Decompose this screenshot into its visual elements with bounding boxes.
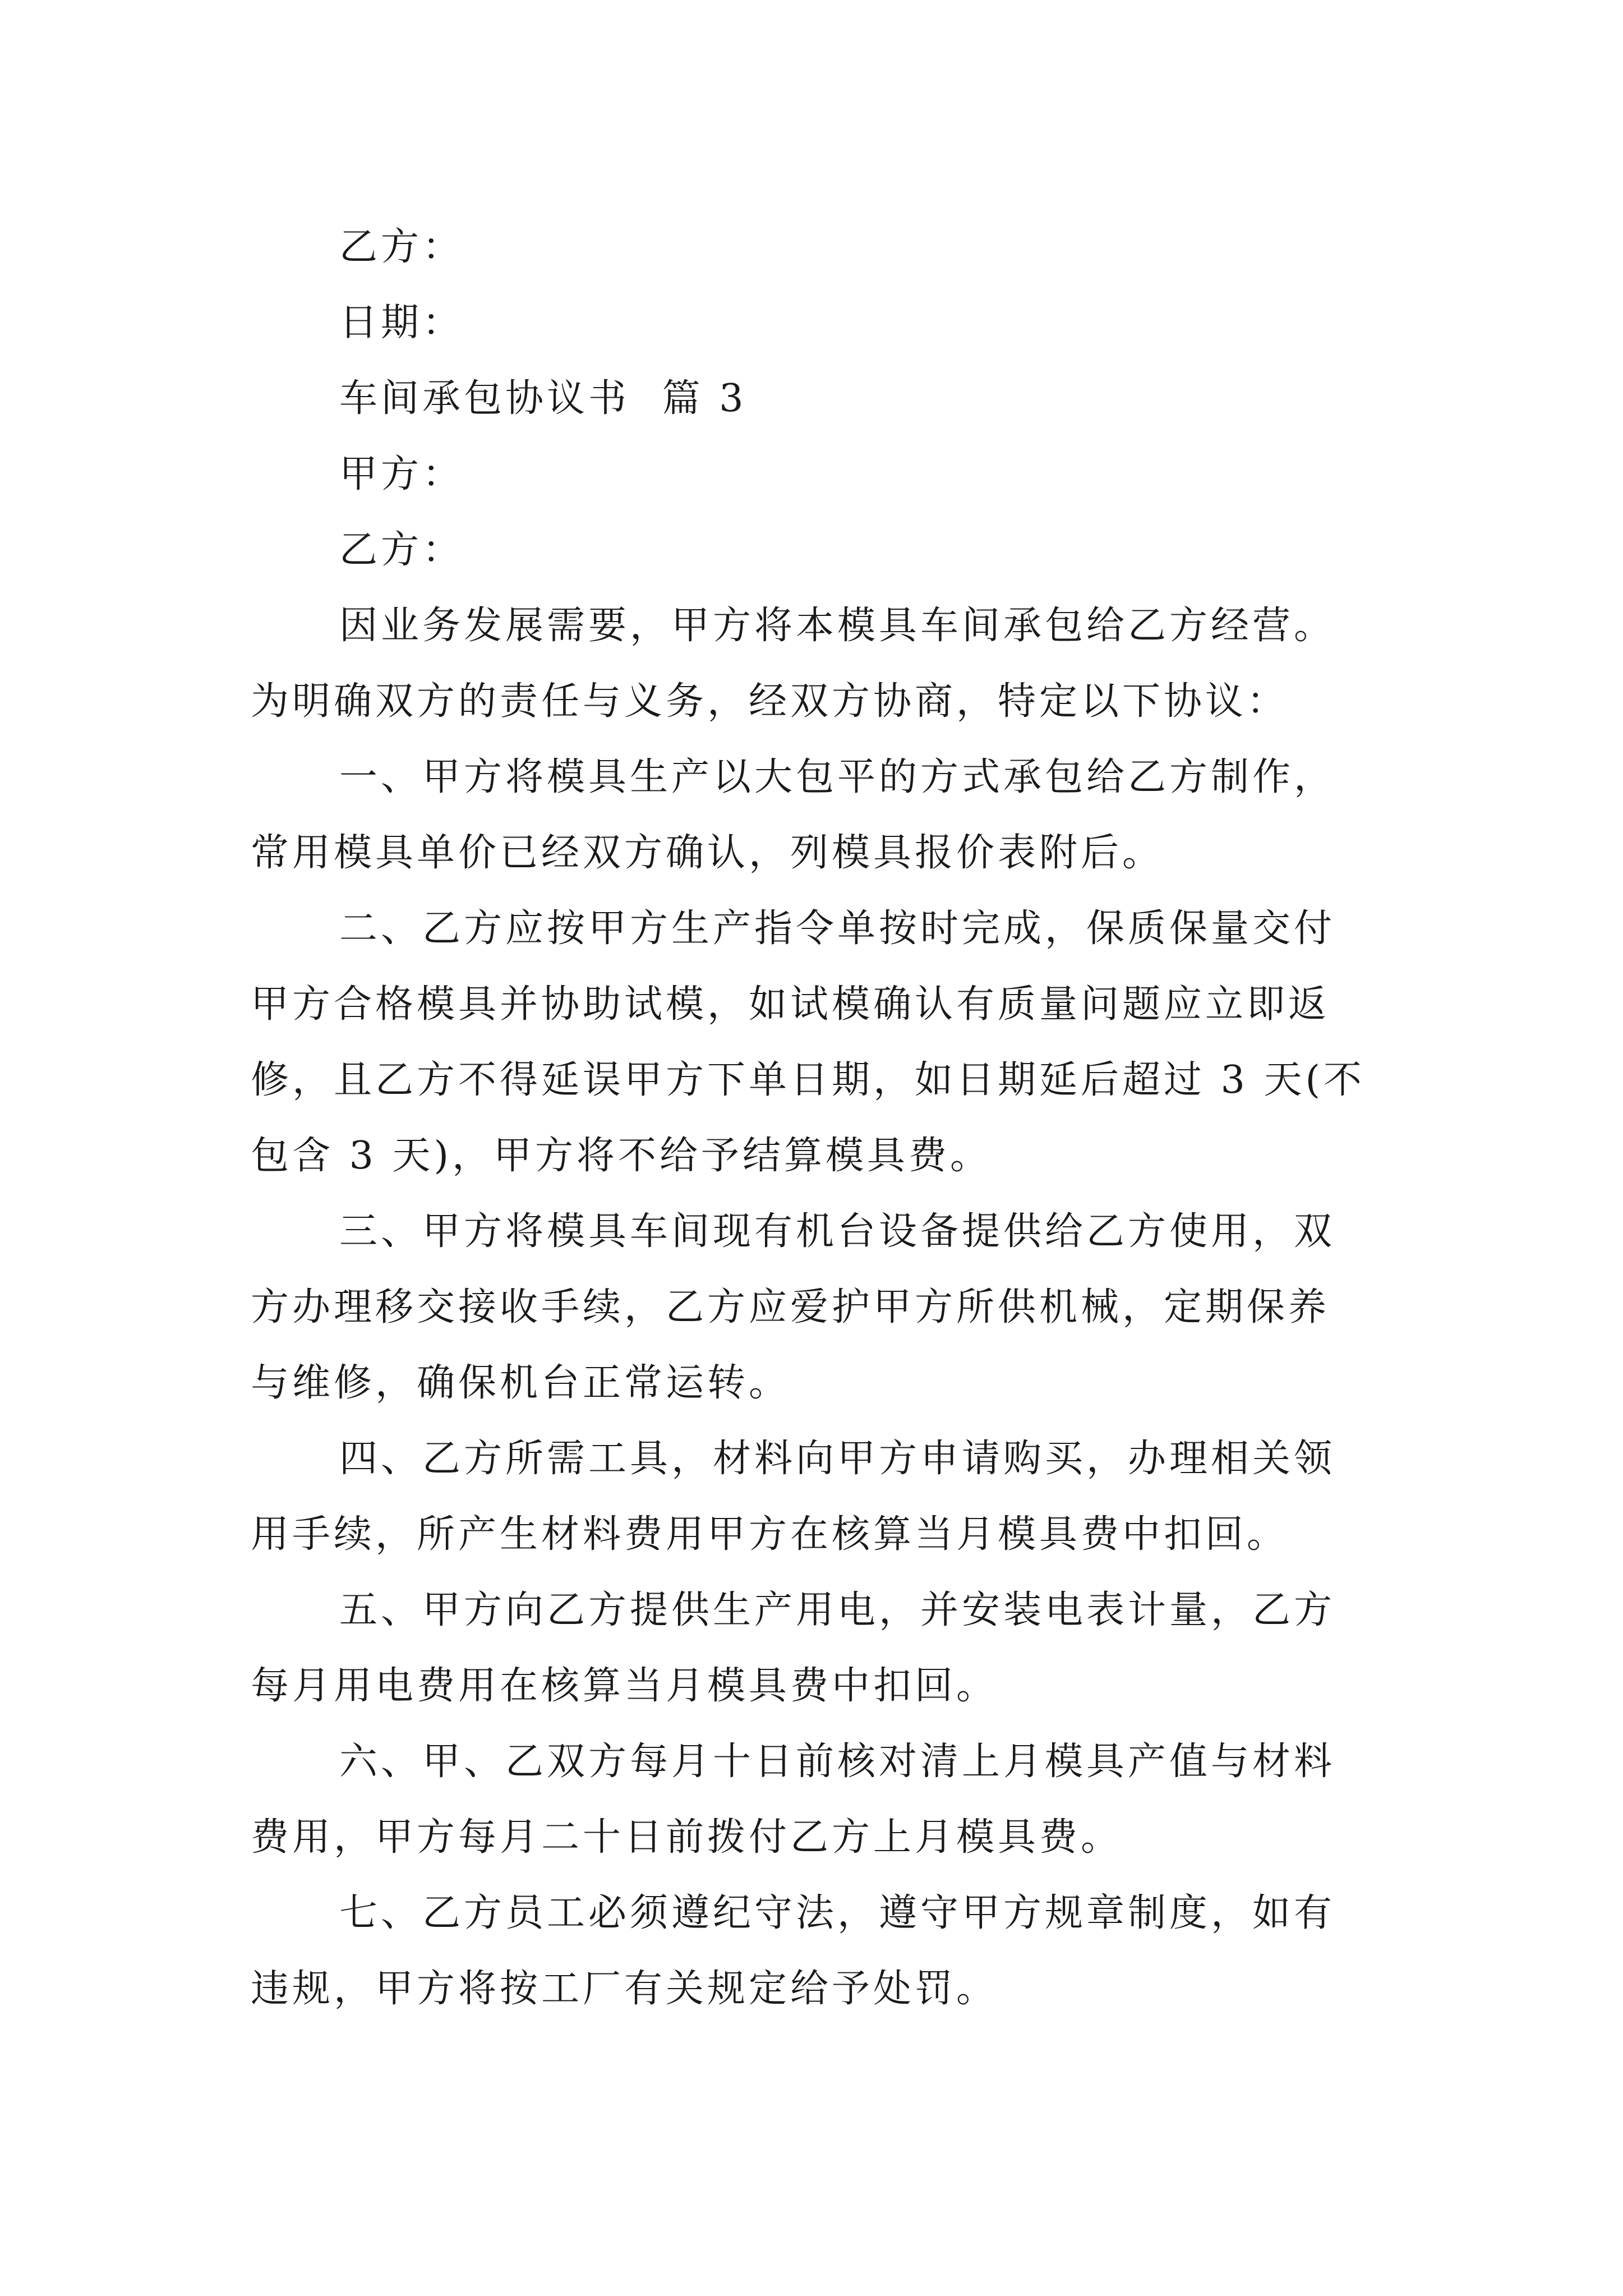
clause-5-line-1: 五、甲方向乙方提供生产用电，并安装电表计量，乙方 [339,1588,1336,1632]
section-heading [339,376,747,421]
clause-2-line-3: 修，且乙方不得延误甲方下单日期，如日期延后超过 3 天(不 [251,1058,1366,1102]
section-label: 篇 3 [662,376,747,421]
clause-4-line-1: 四、乙方所需工具，材料向甲方申请购买，办理相关领 [339,1437,1336,1481]
clause-5-line-2: 每月用电费用在核算当月模具费中扣回。 [251,1664,998,1708]
clause-6-line-2: 费用，甲方每月二十日前拨付乙方上月模具费。 [251,1815,1123,1860]
section-title: 车间承包协议书 [339,376,630,421]
date-line: 日期： [339,301,464,345]
clause-6-line-1: 六、甲、乙双方每月十日前核对清上月模具产值与材料 [339,1740,1336,1784]
clause-1-line-2: 常用模具单价已经双方确认，列模具报价表附后。 [251,831,1164,875]
paragraph-intro-line-1: 因业务发展需要，甲方将本模具车间承包给乙方经营。 [339,604,1336,648]
party-a-line: 甲方： [339,452,464,496]
clause-2-line-4: 包含 3 天)，甲方将不给予结算模具费。 [251,1134,992,1178]
clause-7-line-2: 违规，甲方将按工厂有关规定给予处罚。 [251,1967,998,2011]
party-b-line: 乙方： [339,225,464,269]
clause-3-line-1: 三、甲方将模具车间现有机台设备提供给乙方使用，双 [339,1209,1336,1254]
clause-3-line-3: 与维修，确保机台正常运转。 [251,1361,791,1405]
clause-3-line-2: 方办理移交接收手续，乙方应爱护甲方所供机械，定期保养 [251,1285,1330,1329]
clause-2-line-2: 甲方合格模具并协助试模，如试模确认有质量问题应立即返 [251,982,1330,1027]
clause-4-line-2: 用手续，所产生材料费用甲方在核算当月模具费中扣回。 [251,1512,1289,1557]
clause-7-line-1: 七、乙方员工必须遵纪守法，遵守甲方规章制度，如有 [339,1891,1336,1935]
paragraph-intro-line-2: 为明确双方的责任与义务，经双方协商，特定以下协议： [251,679,1289,724]
party-b-line-2: 乙方： [339,528,464,572]
clause-2-line-1: 二、乙方应按甲方生产指令单按时完成，保质保量交付 [339,907,1336,951]
clause-1-line-1: 一、甲方将模具生产以大包平的方式承包给乙方制作， [339,755,1336,799]
